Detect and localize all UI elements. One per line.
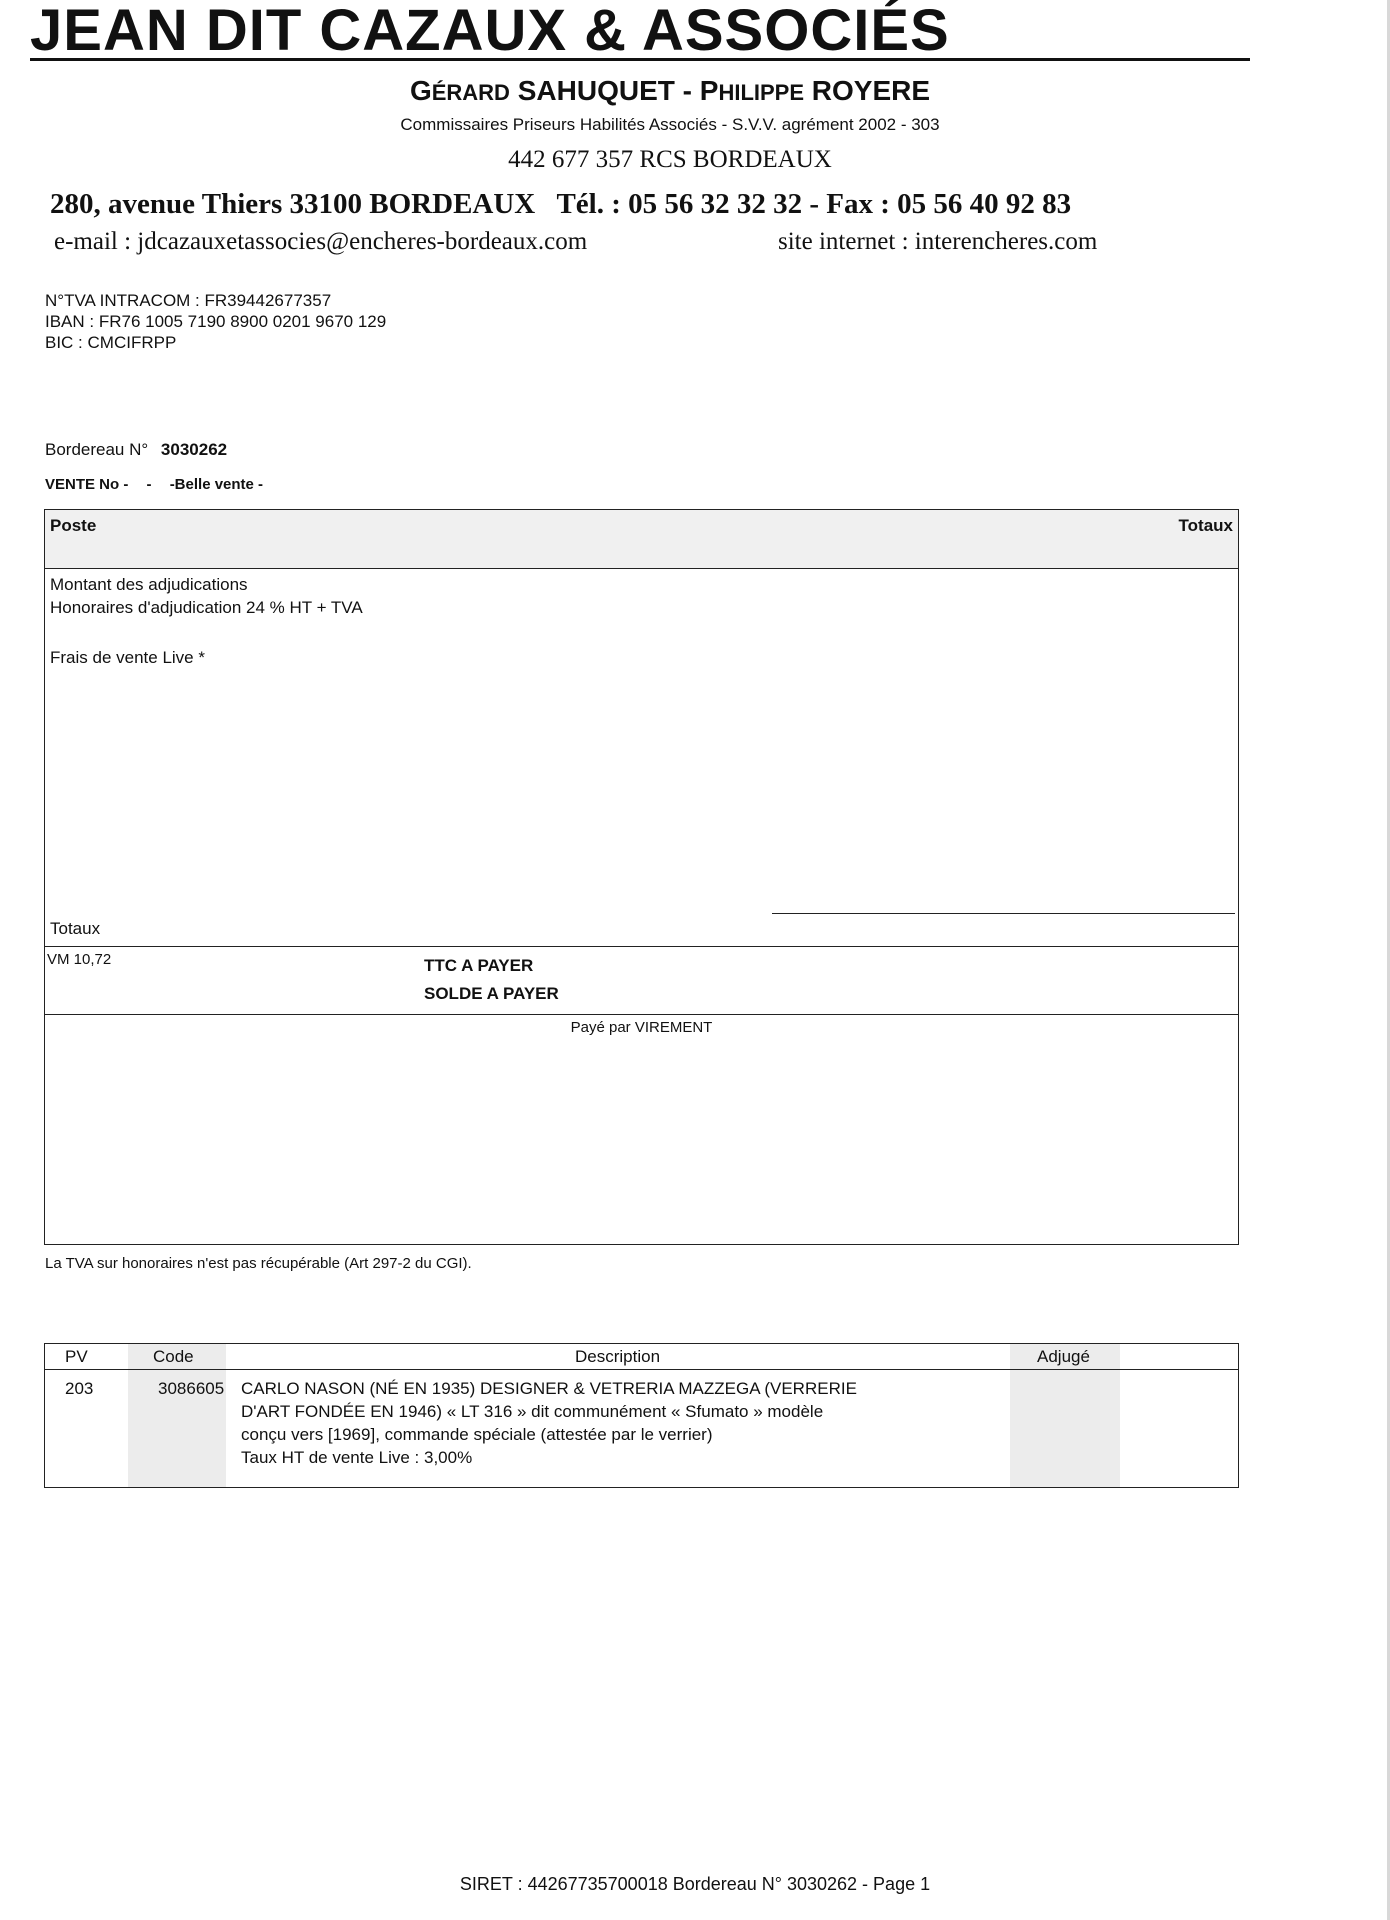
address-line: 280, avenue Thiers 33100 BORDEAUX Tél. : 05 56 32 32 32 - Fax : 05 56 40 92 83 <box>50 188 1072 220</box>
header-rule <box>30 58 1250 61</box>
page-footer: SIRET : 44267735700018 Bordereau N° 3030262 - Page 1 <box>459 1874 931 1894</box>
bank-info <box>45 290 386 353</box>
lots-table <box>44 1343 1239 1488</box>
partners-line <box>0 75 1340 107</box>
partner-1-initial: G <box>409 75 432 106</box>
partner-1-first: ÉRARD <box>431 80 510 105</box>
lot-code: 3086605 <box>158 1379 225 1398</box>
bic: BIC : CMCIFRPP <box>45 333 177 352</box>
partner-2-initial: P <box>699 75 719 106</box>
iban: IBAN : FR76 1005 7190 8900 0201 9670 129 <box>45 312 387 331</box>
vente-label: VENTE No - <box>45 476 129 493</box>
partner-2-last: ROYERE <box>811 75 931 106</box>
vente-dash: - <box>146 476 152 493</box>
summary-table <box>44 509 1239 1245</box>
rcs-line: 442 677 357 RCS BORDEAUX <box>508 146 832 173</box>
description-line: D'ART FONDÉE EN 1946) « LT 316 » dit communément « Sfumato » modèle <box>241 1402 824 1421</box>
header-divider <box>45 1369 1238 1370</box>
bordereau-label: Bordereau N° <box>45 440 149 459</box>
lot-description <box>241 1377 857 1469</box>
ttc-label: TTC A PAYER <box>424 956 534 975</box>
divider <box>45 1014 1238 1015</box>
firm-name: JEAN DIT CAZAUX & ASSOCIÉS <box>30 0 950 63</box>
header-adjuge: Adjugé <box>1037 1347 1090 1366</box>
bordereau-number: 3030262 <box>160 440 228 459</box>
col-poste: Poste <box>50 516 97 535</box>
description-line: Taux HT de vente Live : 3,00% <box>241 1448 473 1467</box>
header-pv: PV <box>65 1347 88 1366</box>
website-line: site internet : interencheres.com <box>778 228 1098 255</box>
description-line: CARLO NASON (NÉ EN 1935) DESIGNER & VETRERIA MAZZEGA (VERRERIE <box>241 1379 857 1398</box>
totaux-label: Totaux <box>50 919 101 938</box>
line-adjudications: Montant des adjudications <box>50 575 248 594</box>
summary-header <box>45 510 1238 569</box>
vente-name: -Belle vente - <box>169 476 264 493</box>
tva-note: La TVA sur honoraires n'est pas récupérable (Art 297-2 du CGI). <box>45 1255 472 1272</box>
header-code: Code <box>153 1347 194 1366</box>
header-description: Description <box>575 1347 661 1366</box>
payment-method: Payé par VIREMENT <box>570 1019 713 1036</box>
partner-2-first: HILIPPE <box>718 80 805 105</box>
divider <box>45 946 1238 947</box>
vente-line <box>45 476 277 493</box>
line-frais-live: Frais de vente Live * <box>50 648 205 667</box>
partner-separator: - <box>682 75 692 106</box>
email-line: e-mail : jdcazauxetassocies@encheres-bordeaux.com <box>54 228 588 255</box>
line-honoraires: Honoraires d'adjudication 24 % HT + TVA <box>50 598 363 617</box>
bordereau-line <box>45 440 227 460</box>
description-line: conçu vers [1969], commande spéciale (attestée par le verrier) <box>241 1425 713 1444</box>
col-totaux: Totaux <box>1178 516 1233 535</box>
lot-pv: 203 <box>65 1379 94 1398</box>
solde-label: SOLDE A PAYER <box>424 984 559 1003</box>
vm-value: VM 10,72 <box>47 951 112 968</box>
partner-1-last: SAHUQUET <box>517 75 675 106</box>
agreement-line: Commissaires Priseurs Habilités Associés - S.V.V. agrément 2002 - 303 <box>400 115 940 134</box>
tva-number: N°TVA INTRACOM : FR39442677357 <box>45 291 332 310</box>
totaux-rule <box>772 913 1235 914</box>
